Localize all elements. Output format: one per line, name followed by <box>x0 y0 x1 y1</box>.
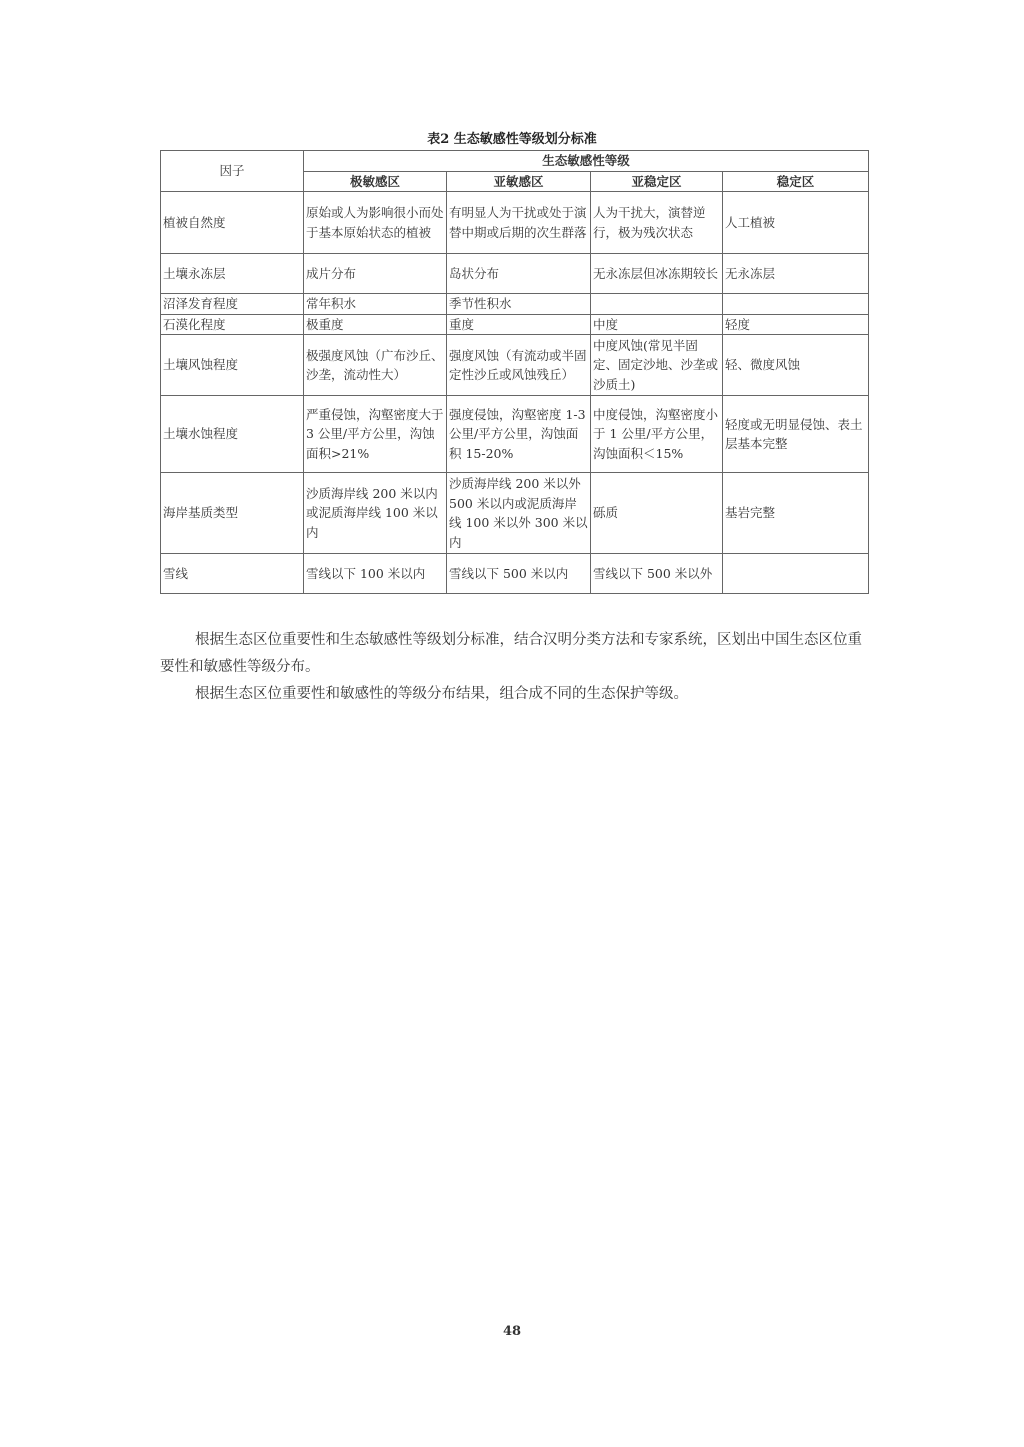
table-cell: 成片分布 <box>304 254 447 294</box>
factor-cell: 土壤永冻层 <box>161 254 304 294</box>
table-cell: 强度风蚀（有流动或半固定性沙丘或风蚀残丘） <box>447 335 591 396</box>
column-header: 稳定区 <box>723 171 869 192</box>
table-cell: 无永冻层 <box>723 254 869 294</box>
factor-cell: 土壤风蚀程度 <box>161 335 304 396</box>
column-header: 极敏感区 <box>304 171 447 192</box>
table-cell: 雪线以下 100 米以内 <box>304 554 447 594</box>
table-cell: 季节性积水 <box>447 294 591 315</box>
table-cell: 砾质 <box>591 473 723 554</box>
table-cell: 基岩完整 <box>723 473 869 554</box>
factor-cell: 土壤水蚀程度 <box>161 396 304 473</box>
table-cell: 中度 <box>591 314 723 335</box>
page-number: 48 <box>502 1324 522 1339</box>
table-cell: 强度侵蚀，沟壑密度 1-3 公里/平方公里，沟蚀面积 15-20% <box>447 396 591 473</box>
factor-cell: 石漠化程度 <box>161 314 304 335</box>
group-header: 生态敏感性等级 <box>304 151 869 172</box>
table-cell <box>723 554 869 594</box>
table-row <box>161 396 869 473</box>
table-cell: 人工植被 <box>723 192 869 254</box>
paragraph: 根据生态区位重要性和敏感性的等级分布结果，组合成不同的生态保护等级。 <box>195 686 688 702</box>
factor-header: 因子 <box>161 151 304 192</box>
paragraph: 根据生态区位重要性和生态敏感性等级划分标准，结合汉明分类方法和专家系统，区划出中国生态区位重要性和敏感性等级分布。 <box>160 632 862 675</box>
table-cell: 有明显人为干扰或处于演替中期或后期的次生群落 <box>447 192 591 254</box>
table-row <box>161 294 869 315</box>
table-row <box>161 254 869 294</box>
table-cell <box>591 294 723 315</box>
column-header: 亚敏感区 <box>447 171 591 192</box>
table-cell: 无永冻层但冰冻期较长 <box>591 254 723 294</box>
table-cell: 轻、微度风蚀 <box>723 335 869 396</box>
column-header: 亚稳定区 <box>591 171 723 192</box>
table-row <box>161 314 869 335</box>
factor-cell: 沼泽发育程度 <box>161 294 304 315</box>
factor-cell: 雪线 <box>161 554 304 594</box>
table-cell: 沙质海岸线 200 米以外 500 米以内或泥质海岸线 100 米以外 300 米以内 <box>447 473 591 554</box>
table-cell: 中度风蚀(常见半固定、固定沙地、沙垄或沙质土) <box>591 335 723 396</box>
table-cell <box>723 294 869 315</box>
table-row <box>161 192 869 254</box>
table-cell: 沙质海岸线 200 米以内或泥质海岸线 100 米以内 <box>304 473 447 554</box>
table-cell: 岛状分布 <box>447 254 591 294</box>
table-caption: 表2 生态敏感性等级划分标准 <box>427 132 597 147</box>
table-cell: 常年积水 <box>304 294 447 315</box>
table-cell: 严重侵蚀，沟壑密度大于 3 公里/平方公里，沟蚀面积>21% <box>304 396 447 473</box>
factor-cell: 海岸基质类型 <box>161 473 304 554</box>
table-cell: 雪线以下 500 米以内 <box>447 554 591 594</box>
table-cell: 轻度或无明显侵蚀、表土层基本完整 <box>723 396 869 473</box>
table-row <box>161 554 869 594</box>
table-cell: 中度侵蚀，沟壑密度小于 1 公里/平方公里，沟蚀面积＜15% <box>591 396 723 473</box>
table-cell: 重度 <box>447 314 591 335</box>
table-cell: 原始或人为影响很小而处于基本原始状态的植被 <box>304 192 447 254</box>
factor-cell: 植被自然度 <box>161 192 304 254</box>
table-row <box>161 335 869 396</box>
table-cell: 极重度 <box>304 314 447 335</box>
table-cell: 轻度 <box>723 314 869 335</box>
table-cell: 人为干扰大，演替逆行，极为残次状态 <box>591 192 723 254</box>
table-cell: 极强度风蚀（广布沙丘、沙垄，流动性大） <box>304 335 447 396</box>
table-cell: 雪线以下 500 米以外 <box>591 554 723 594</box>
sensitivity-table <box>160 150 869 594</box>
table-row <box>161 473 869 554</box>
